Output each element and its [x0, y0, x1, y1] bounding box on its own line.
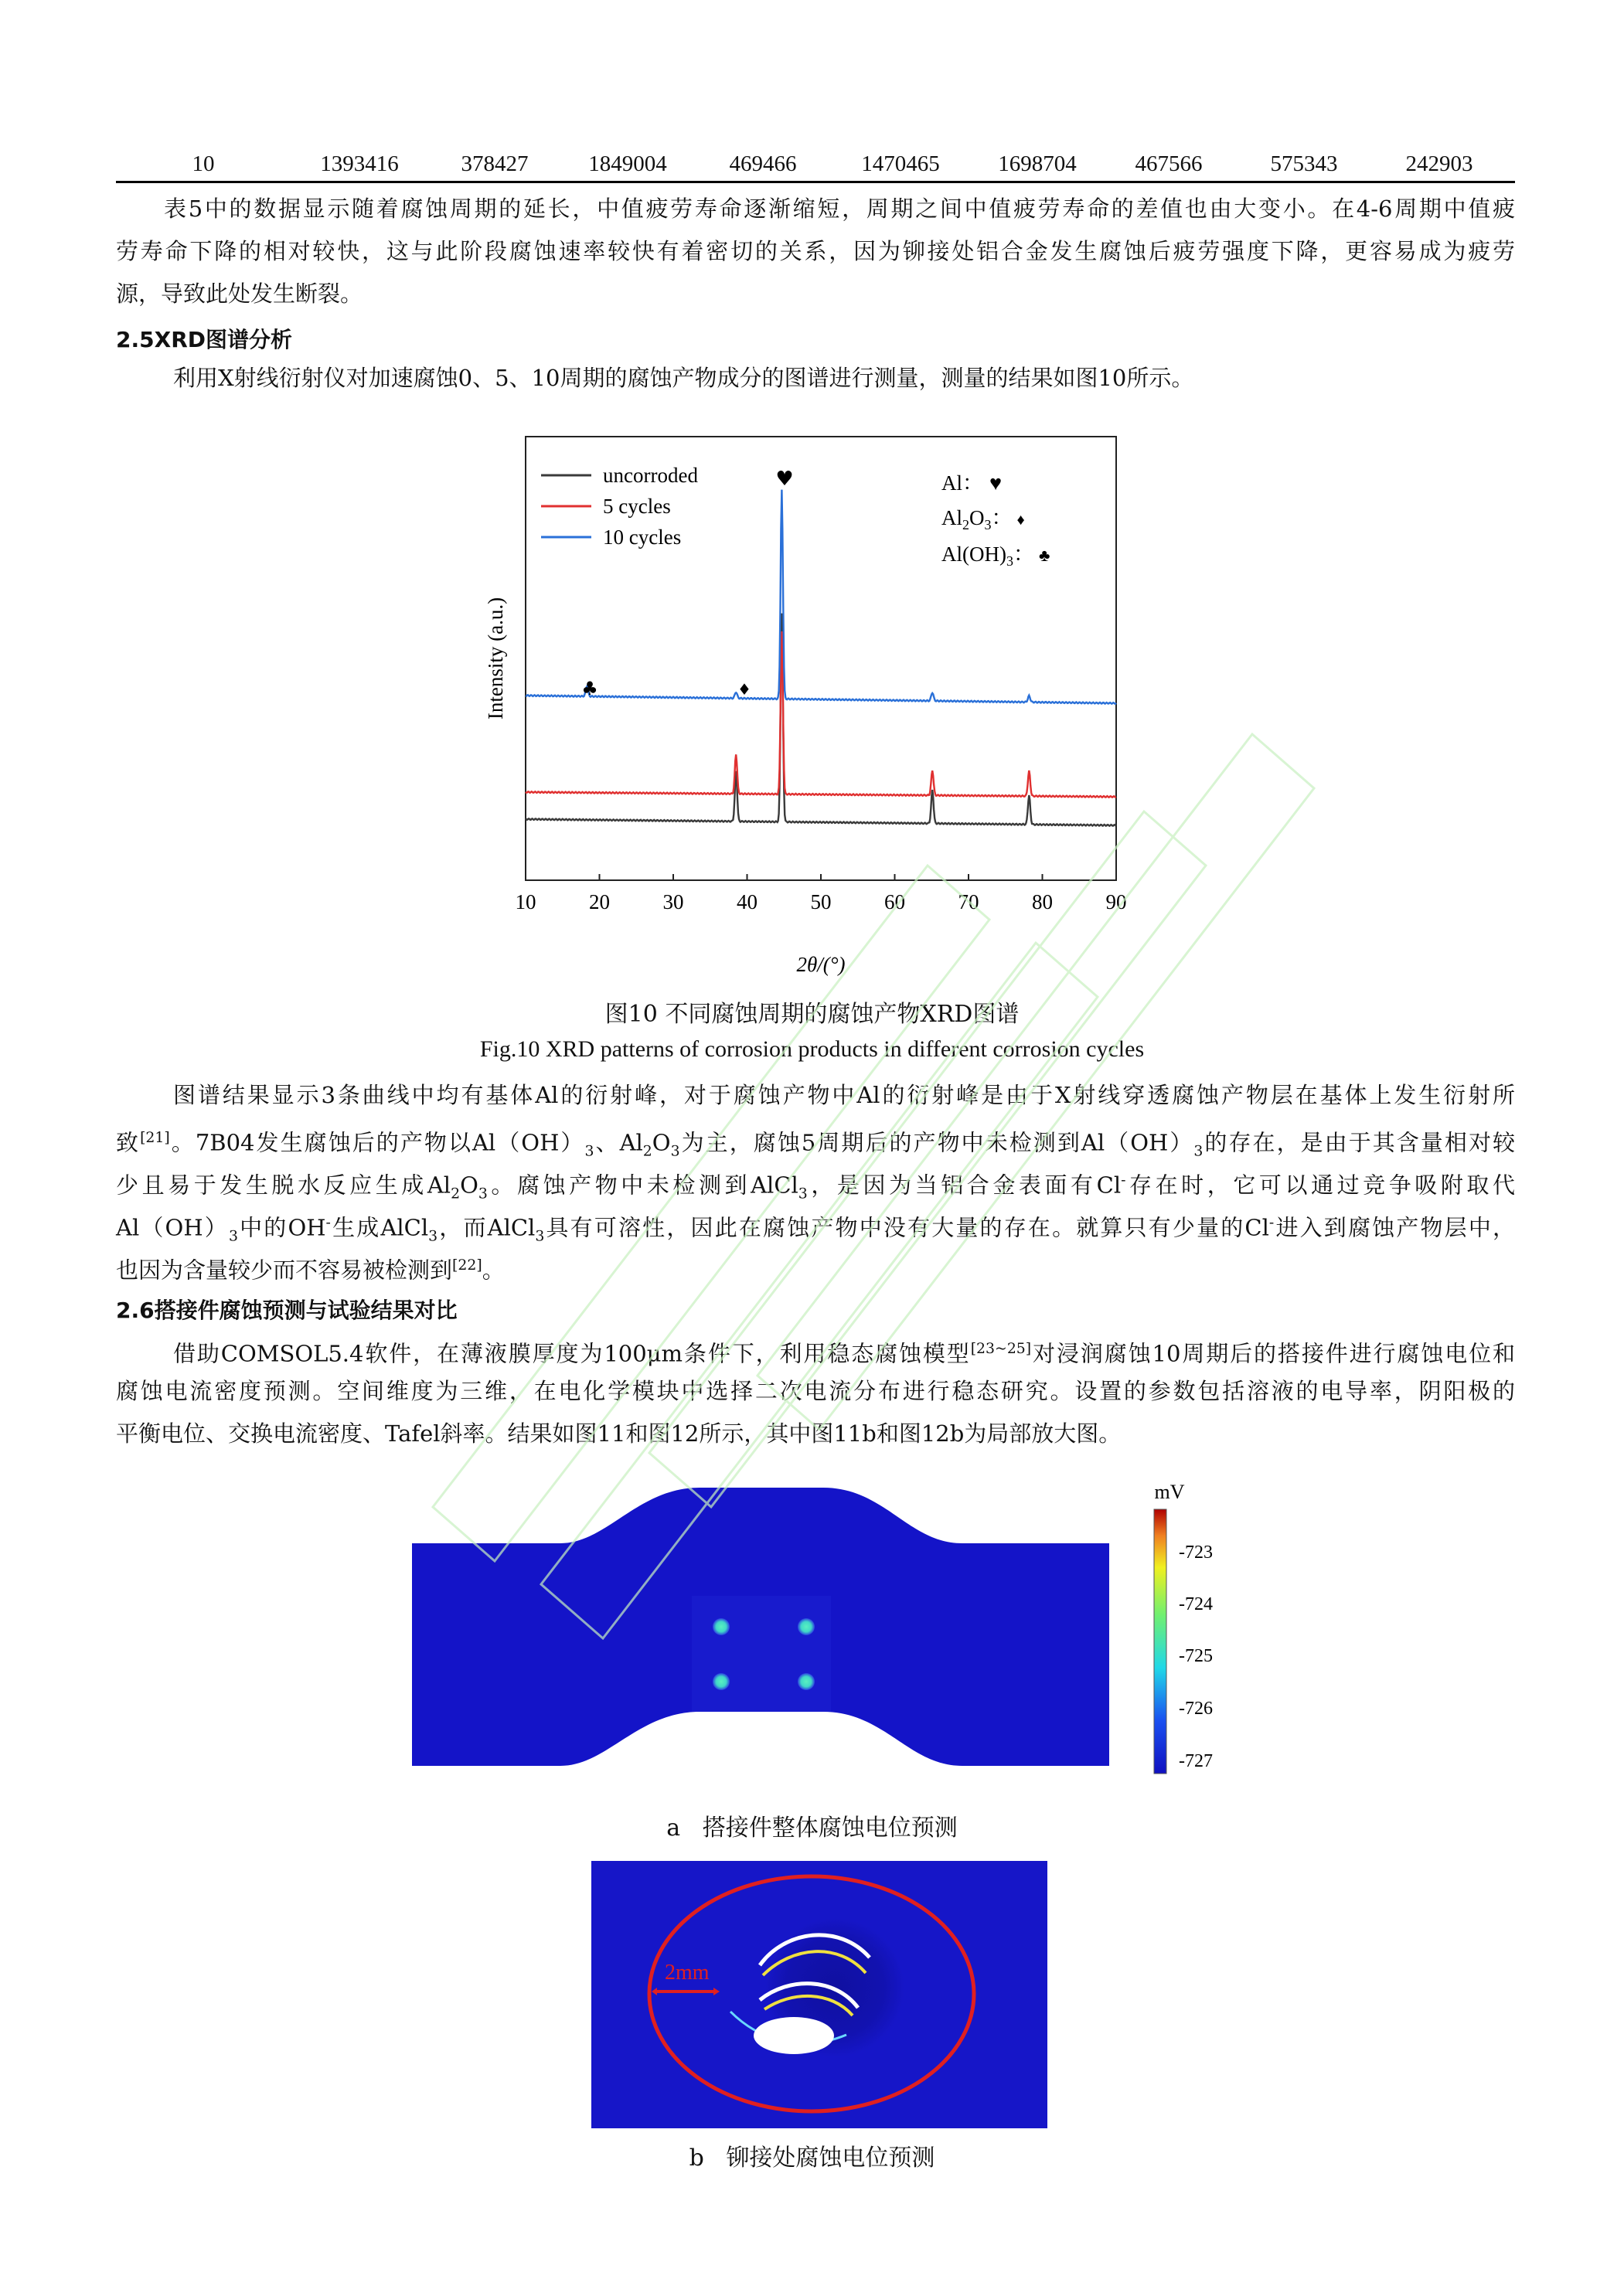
colorbar-unit: mV: [1154, 1481, 1185, 1503]
phase-label-al2o3: $Al_2O_3$： ♦: [941, 506, 1025, 532]
rivet-hole: [713, 1673, 730, 1690]
paragraph-3-line-2: 致[21]。7B04发生腐蚀后的产物以$Al(OH)_3$、$Al_2O_3$为主，腐蚀5周期后的产物中未检测到$Al(OH)_3$的存在，是由于其含量相对较: [116, 1129, 1516, 1160]
series-line-10-cycles: [526, 490, 1116, 704]
peak-marker-al: ♥: [775, 468, 794, 491]
table-bottom-rule: [116, 181, 1515, 183]
table-cell: 575343: [1270, 151, 1338, 176]
corrosion-hotspot: [754, 2017, 834, 2054]
figure-11a-potential-map: [406, 1472, 1237, 1804]
rivet-hole: [798, 1673, 815, 1690]
rivet-hole: [713, 1618, 730, 1635]
x-tick-label: 70: [958, 890, 979, 913]
legend-label-5-cycles: 5 cycles: [603, 495, 671, 518]
x-tick-label: 20: [589, 890, 610, 913]
x-tick-label: 80: [1032, 890, 1053, 913]
colorbar-tick: -727: [1179, 1751, 1213, 1771]
x-tick-label: 40: [737, 890, 758, 913]
table-cell: 378427: [461, 151, 529, 176]
table-cell: 467566: [1135, 151, 1203, 176]
rivet-hole: [798, 1618, 815, 1635]
legend-label-uncorroded: uncorroded: [603, 464, 698, 487]
table-cell: 1393416: [320, 151, 399, 176]
paragraph-4-line-3: 平衡电位、交换电流密度、Tafel斜率。结果如图11和图12所示，其中图11b和图12b为局部放大图。: [116, 1420, 1122, 1447]
table-cell: 10: [192, 151, 215, 176]
x-axis-label: 2θ/(°): [796, 953, 846, 976]
paragraph-3-line-4: $Al(OH)_3$中的OH-生成AlCl$_3$，而AlCl$_3$具有可溶性，因此在腐蚀产物中没有大量的存在。就算只有少量的Cl-进入到腐蚀产物层中，: [116, 1214, 1515, 1245]
figure-11b-caption: b 铆接处腐蚀电位预测: [689, 2145, 935, 2172]
paragraph-4-line-2: 腐蚀电流密度预测。空间维度为三维，在电化学模块中选择二次电流分布进行稳态研究。设置的参数包括溶液的电导率，阴阳极的: [116, 1378, 1515, 1404]
paragraph-2: 利用X射线衍射仪对加速腐蚀0、5、10周期的腐蚀产物成分的图谱进行测量，测量的结果如图10所示。: [173, 365, 1194, 391]
xrd-chart: [479, 429, 1144, 993]
peak-marker-aloh3: ♣: [581, 678, 598, 699]
x-tick-label: 10: [515, 890, 536, 913]
series-line-5-cycles: [526, 631, 1116, 798]
figure-11b-rivet-zoom: [591, 1861, 1047, 2128]
figure-10-caption-en: Fig.10 XRD patterns of corrosion products in different corrosion cycles: [479, 1036, 1145, 1062]
colorbar-tick: -723: [1179, 1543, 1213, 1563]
phase-label-al: Al： ♥: [941, 471, 1003, 495]
dimension-label: 2mm: [665, 1961, 710, 1985]
colorbar-tick: -725: [1179, 1646, 1213, 1666]
x-tick-label: 90: [1105, 890, 1127, 913]
colorbar-tick: -724: [1179, 1594, 1213, 1614]
paragraph-3-line-3: 少且易于发生脱水反应生成$Al_2O_3$。腐蚀产物中未检测到AlCl$_3$，是因为当铝合金表面有Cl-存在时，它可以通过竞争吸附取代: [116, 1172, 1516, 1202]
section-heading-2-5: 2.5XRD图谱分析: [116, 327, 292, 352]
colorbar: [1154, 1509, 1166, 1774]
figure-11a-caption: a 搭接件整体腐蚀电位预测: [666, 1815, 958, 1842]
x-tick-label: 60: [884, 890, 905, 913]
table-cell: 469466: [729, 151, 797, 176]
peak-marker-al2o3: ♦: [737, 680, 751, 699]
paragraph-3-line-1: 图谱结果显示3条曲线中均有基体Al的衍射峰，对于腐蚀产物中Al的衍射峰是由于X射线穿透腐蚀产物层在基体上发生衍射所: [173, 1082, 1515, 1108]
colorbar-tick: -726: [1179, 1699, 1213, 1719]
paragraph-3-line-5: 也因为含量较少而不容易被检测到[22]。: [116, 1257, 505, 1284]
legend-label-10-cycles: 10 cycles: [603, 526, 682, 549]
x-tick-label: 50: [810, 890, 832, 913]
table-cell: 1849004: [588, 151, 667, 176]
y-axis-label: Intensity (a.u.): [484, 597, 507, 720]
paragraph-1-line-3: 源，导致此处发生断裂。: [116, 281, 363, 307]
table-cell: 1698704: [998, 151, 1077, 176]
figure-10-caption-cn: 图10 不同腐蚀周期的腐蚀产物XRD图谱: [604, 1001, 1020, 1028]
table-row: [116, 151, 1515, 182]
paragraph-1-line-1: 表5中的数据显示随着腐蚀周期的延长，中值疲劳寿命逐渐缩短，周期之间中值疲劳寿命的差值也由大变小。在4-6周期中值疲: [164, 196, 1515, 222]
paragraph-1-line-2: 劳寿命下降的相对较快，这与此阶段腐蚀速率较快有着密切的关系，因为铆接处铝合金发生腐蚀后疲劳强度下降，更容易成为疲劳: [116, 238, 1515, 264]
phase-label-aloh3: $Al(OH)_3$： ♣: [941, 543, 1050, 569]
overlap-region: [692, 1596, 831, 1712]
table-cell: 242903: [1405, 151, 1473, 176]
paragraph-4-line-1: 借助COMSOL5.4软件，在薄液膜厚度为100μm条件下，利用稳态腐蚀模型[23~25]对浸润腐蚀10周期后的搭接件进行腐蚀电位和: [173, 1340, 1515, 1367]
x-tick-label: 30: [662, 890, 684, 913]
table-cell: 1470465: [861, 151, 940, 176]
section-heading-2-6: 2.6搭接件腐蚀预测与试验结果对比: [116, 1298, 458, 1323]
